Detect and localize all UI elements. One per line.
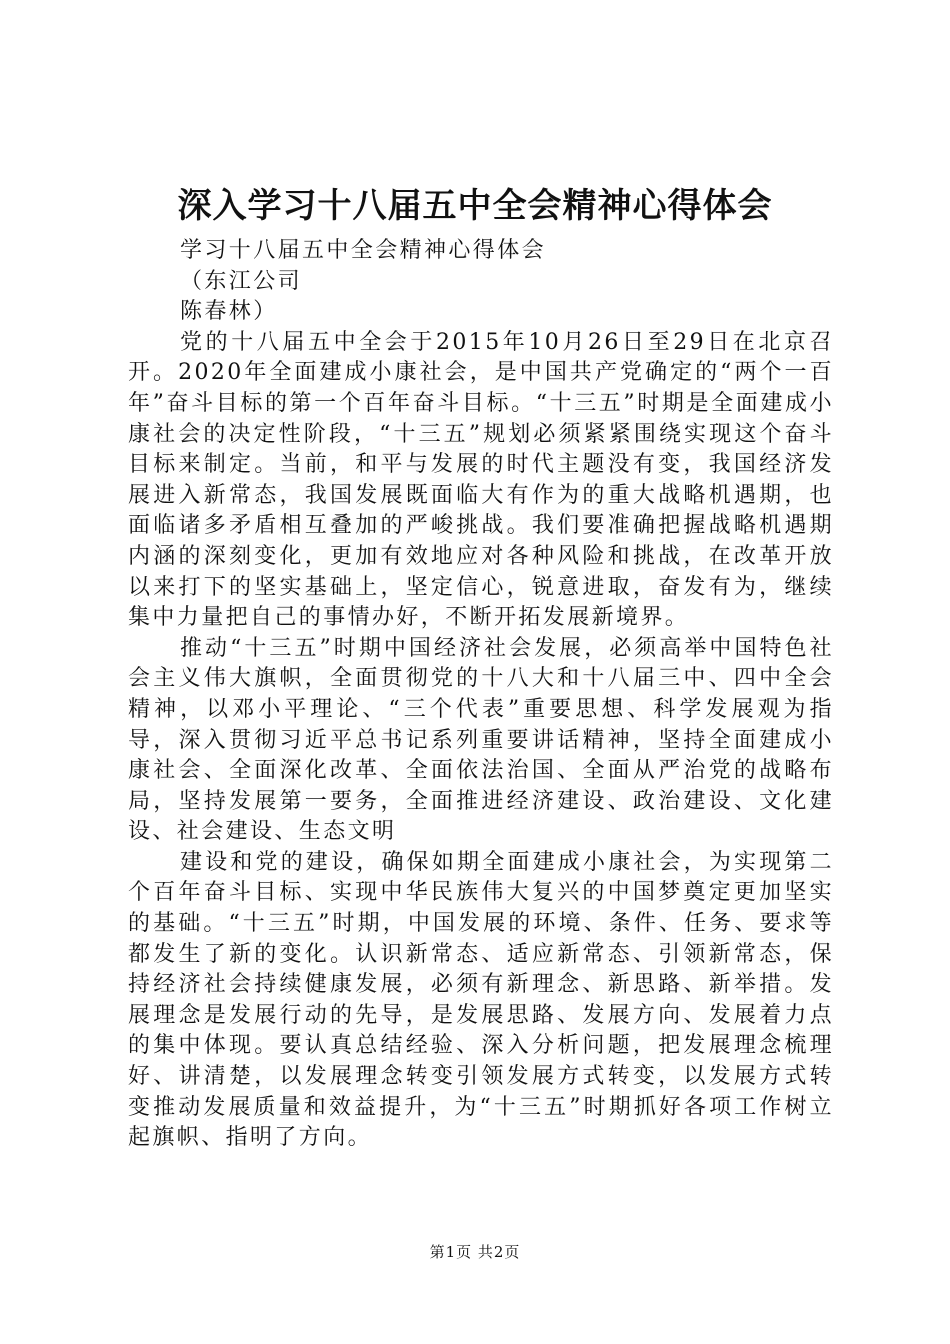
document-body	[128, 236, 834, 1154]
author-organization: （东江公司	[180, 268, 303, 294]
body-paragraph-1: 党的十八届五中全会于2015年10月26日至29日在北京召开。2020年全面建成小康社会，是中国共产党确定的“两个一百年”奋斗目标的第一个百年奋斗目标。“十三五”时期是全面建成小康社会的决定性阶段，“十三五”规划必须紧紧围绕实现这个奋斗目标来制定。当前，和平与发展的时代主题没有变，我国经济发展进入新常态，我国发展既面临大有作为的重大战略机遇期，也面临诸多矛盾相互叠加的严峻挑战。我们要准确把握战略机遇期内涵的深刻变化，更加有效地应对各种风险和挑战，在改革开放以来打下的坚实基础上，坚定信心，锐意进取，奋发有为，继续集中力量把自己的事情办好，不断开拓发展新境界。	[128, 329, 834, 631]
body-paragraph-2: 推动“十三五”时期中国经济社会发展，必须高举中国特色社会主义伟大旗帜，全面贯彻党的十八大和十八届三中、四中全会精神，以邓小平理论、“三个代表”重要思想、科学发展观为指导，深入贯彻习近平总书记系列重要讲话精神，坚持全面建成小康社会、全面深化改革、全面依法治国、全面从严治党的战略布局，坚持发展第一要务，全面推进经济建设、政治建设、文化建设、社会建设、生态文明	[128, 635, 834, 845]
author-name: 陈春林）	[180, 299, 278, 325]
body-paragraph-3: 建设和党的建设，确保如期全面建成小康社会，为实现第二个百年奋斗目标、实现中华民族伟大复兴的中国梦奠定更加坚实的基础。“十三五”时期，中国发展的环境、条件、任务、要求等都发生了新的变化。认识新常态、适应新常态、引领新常态，保持经济社会持续健康发展，必须有新理念、新思路、新举措。发展理念是发展行动的先导，是发展思路、发展方向、发展着力点的集中体现。要认真总结经验、深入分析问题，把发展理念梳理好、讲清楚，以发展理念转变引领发展方式转变，以发展方式转变推动发展质量和效益提升，为“十三五”时期抓好各项工作树立起旗帜、指明了方向。	[128, 849, 834, 1151]
document-title: 深入学习十八届五中全会精神心得体会	[177, 186, 773, 226]
document-subtitle: 学习十八届五中全会精神心得体会	[180, 238, 547, 263]
page-number-footer: 第1页 共2页	[429, 1243, 521, 1261]
